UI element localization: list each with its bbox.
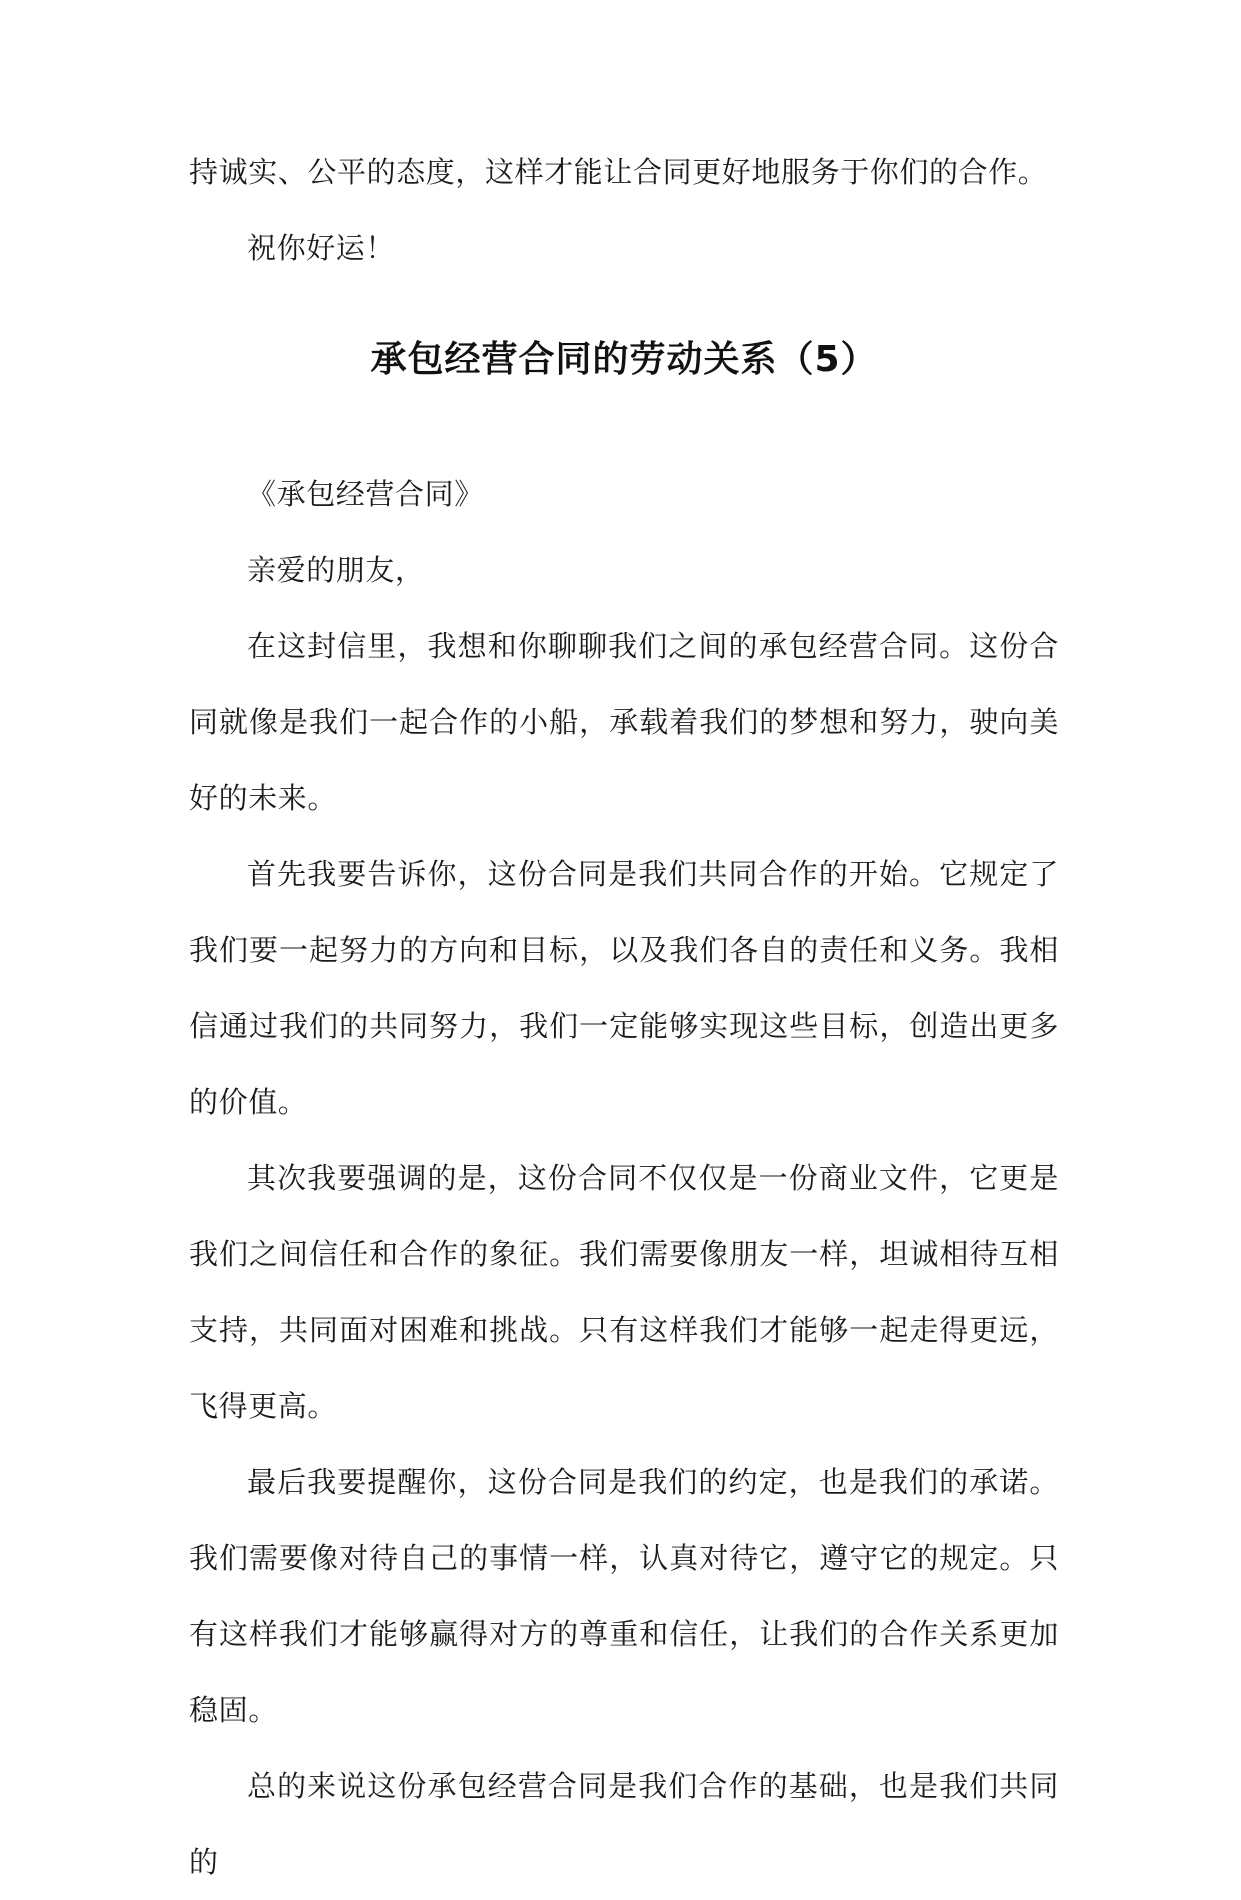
body-paragraph: 首先我要告诉你，这份合同是我们共同合作的开始。它规定了我们要一起努力的方向和目标，以及我们各自的责任和义务。我相信通过我们的共同努力，我们一定能够实现这些目标，创造出更多的价值。 [189, 857, 1059, 1119]
letter-doc-title: 《承包经营合同》 [247, 477, 484, 511]
section-title: 承包经营合同的劳动关系（5） [370, 339, 878, 380]
body-paragraph: 最后我要提醒你，这份合同是我们的约定，也是我们的承诺。我们需要像对待自己的事情一样，认真对待它，遵守它的规定。只有这样我们才能够赢得对方的尊重和信任，让我们的合作关系更加稳固。 [189, 1465, 1059, 1727]
continuation-paragraph: 持诚实、公平的态度，这样才能让合同更好地服务于你们的合作。 [189, 155, 1048, 189]
body-paragraph: 其次我要强调的是，这份合同不仅仅是一份商业文件，它更是我们之间信任和合作的象征。我们需要像朋友一样，坦诚相待互相支持，共同面对困难和挑战。只有这样我们才能够一起走得更远，飞得更高。 [189, 1161, 1059, 1423]
closing-line: 祝你好运！ [247, 231, 396, 265]
body-paragraph: 总的来说这份承包经营合同是我们合作的基础，也是我们共同的 [189, 1769, 1059, 1879]
previous-section-ending [189, 134, 1059, 286]
letter-body [189, 456, 1059, 1900]
body-paragraph: 在这封信里，我想和你聊聊我们之间的承包经营合同。这份合同就像是我们一起合作的小船，承载着我们的梦想和努力，驶向美好的未来。 [189, 629, 1059, 815]
letter-greeting: 亲爱的朋友， [247, 553, 425, 587]
